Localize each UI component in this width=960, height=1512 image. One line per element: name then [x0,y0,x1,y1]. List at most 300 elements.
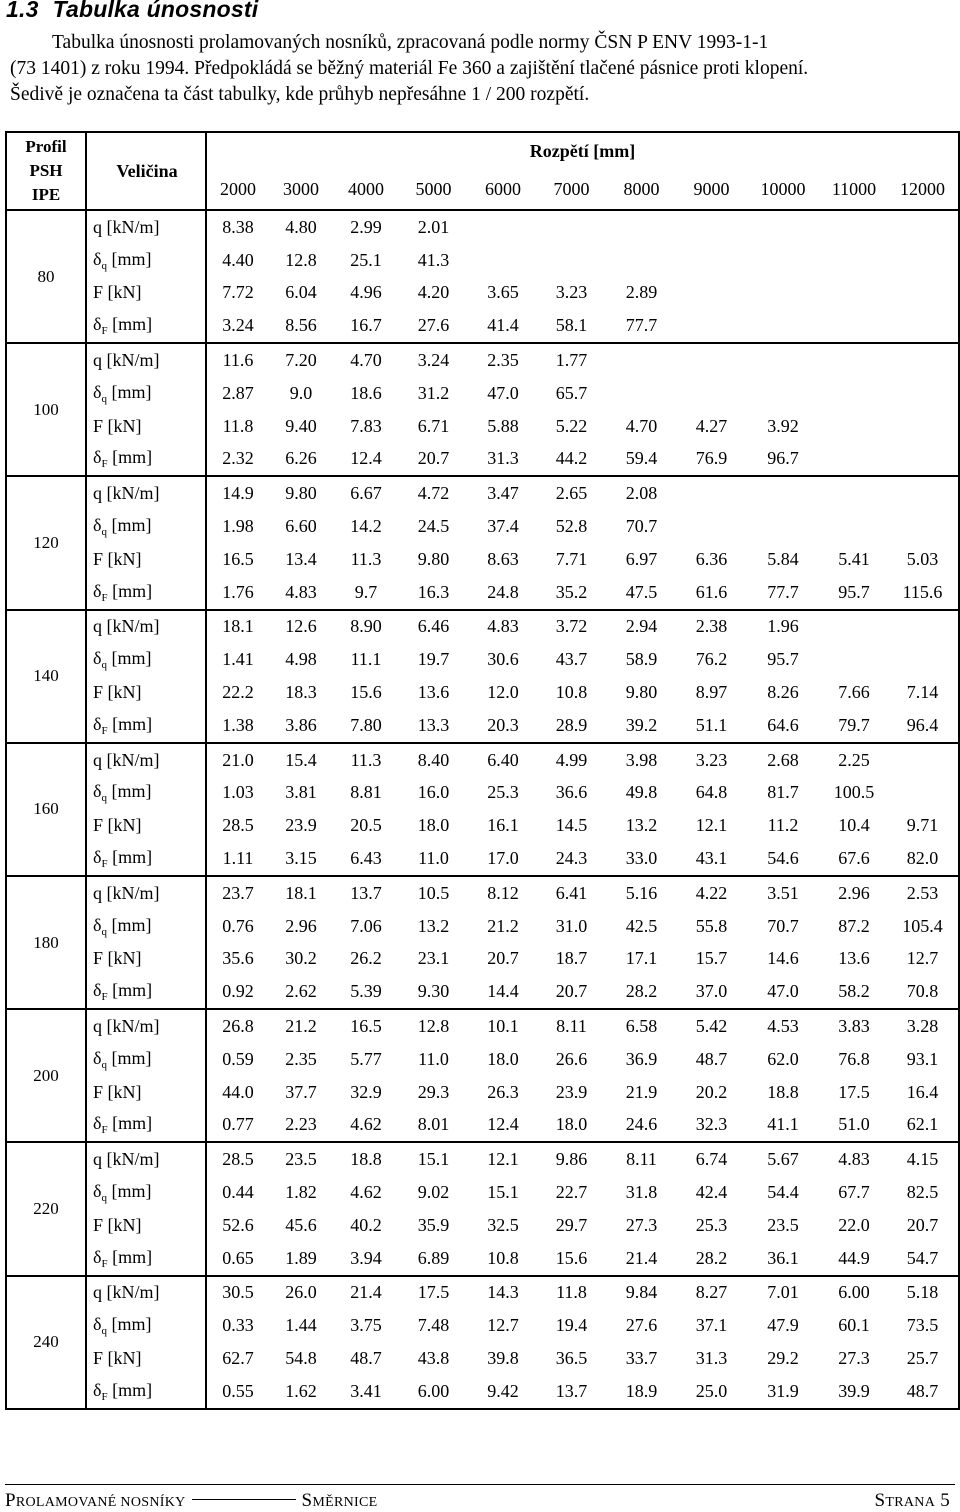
value-cell [745,277,821,310]
quantity-unit: [mm] [112,980,153,1001]
value-cell: 9.7 [333,576,399,610]
value-cell: 79.7 [821,709,887,743]
value-cell: 58.2 [821,975,887,1009]
value-cell: 3.47 [468,476,538,510]
value-cell: 13.7 [333,876,399,910]
value-cell [821,643,887,676]
value-cell: 6.67 [333,476,399,510]
profile-size-cell: 180 [6,876,86,1009]
value-cell: 10.1 [468,1009,538,1043]
value-cell: 8.40 [399,743,468,777]
quantity-label-cell: $\delta_q$ [mm] [86,910,206,943]
quantity-label-cell: F [kN] [86,410,206,443]
value-cell: 48.7 [695,1048,728,1069]
section-number: 1.3 [6,0,39,22]
value-cell: 43.1 [678,842,745,876]
value-cell [745,510,821,543]
value-cell: 9.0 [289,382,313,403]
value-cell: 36.5 [555,1347,588,1368]
value-cell: 7.80 [333,709,399,743]
quantity-label-cell: F [kN] [86,943,206,976]
value-cell: 8.63 [487,548,519,569]
value-cell: 11.0 [399,842,468,876]
value-cell: 23.5 [767,1214,799,1235]
value-cell: 7.14 [887,676,959,709]
value-cell: 54.6 [745,842,821,876]
value-cell: 4.22 [678,876,745,910]
value-cell: 2.99 [350,216,382,237]
value-cell: 9.02 [417,1182,450,1202]
table-row [6,643,959,676]
value-cell: 0.59 [222,1048,254,1069]
profile-header-line-3: IPE [31,185,61,204]
footer-page-number: STRANA 5 [874,1490,950,1511]
value-cell: 1.44 [285,1315,317,1336]
value-cell: 12.7 [887,943,959,976]
value-cell: 22.2 [222,682,254,703]
table-row [6,510,959,543]
value-cell: 39.8 [487,1347,519,1368]
value-cell [821,244,887,277]
value-cell: 2.35 [285,1048,317,1069]
value-cell: 6.41 [538,876,605,910]
quantity-label-cell: q [kN/m] [86,876,206,910]
value-cell [887,777,959,810]
table-row [6,343,959,377]
value-cell: 2.87 [222,382,254,403]
value-cell: 12.4 [468,1109,538,1143]
profile-header-line-2: PSH [29,161,63,180]
value-cell: 47.0 [745,975,821,1009]
value-cell [887,610,959,644]
value-cell: 12.4 [333,443,399,477]
value-cell: 31.0 [555,915,588,936]
value-cell: 1.76 [206,576,269,610]
value-cell: 23.7 [206,876,269,910]
value-cell: 21.4 [333,1276,399,1310]
value-cell [821,443,887,477]
profile-size-cell: 200 [6,1009,86,1142]
value-cell: 51.1 [678,709,745,743]
value-cell: 3.28 [887,1009,959,1043]
value-cell: 2.96 [285,915,317,936]
value-cell: 96.7 [745,443,821,477]
value-cell: 20.5 [350,815,382,836]
value-cell: 16.0 [417,782,450,803]
value-cell: 62.7 [222,1347,254,1368]
quantity-label-cell: q [kN/m] [86,610,206,644]
value-cell: 6.60 [285,516,317,537]
quantity-unit: [kN/m] [106,616,160,637]
value-cell: 13.4 [285,548,317,569]
table-row [6,1276,959,1310]
value-cell: 3.86 [269,709,333,743]
value-cell: 36.1 [745,1242,821,1276]
quantity-label-cell: $\delta_F$ [mm] [86,576,206,610]
value-cell: 77.7 [605,309,678,343]
value-cell: 35.2 [538,576,605,610]
value-cell [821,210,887,244]
value-cell: 19.7 [417,649,450,670]
value-cell: 6.00 [399,1375,468,1409]
value-cell: 23.9 [555,1081,588,1102]
value-cell: 10.5 [399,876,468,910]
value-cell: 4.62 [350,1182,382,1202]
table-row [6,1209,959,1242]
value-cell: 4.99 [538,743,605,777]
value-cell: 25.3 [695,1214,728,1235]
value-cell: 3.72 [538,610,605,644]
quantity-column-header: Veličina [86,132,206,210]
value-cell: 5.88 [487,415,519,436]
value-cell: 7.72 [222,282,254,303]
quantity-unit: [mm] [112,1246,153,1267]
quantity-unit: [mm] [111,381,152,402]
value-cell: 32.9 [350,1081,382,1102]
table-row [6,809,959,842]
value-cell: 1.11 [206,842,269,876]
value-cell: 16.3 [399,576,468,610]
value-cell: 30.6 [487,649,519,670]
span-value-cell: 12000 [887,170,959,210]
value-cell [538,244,605,277]
value-cell: 26.2 [350,948,382,969]
quantity-label-cell: $\delta_q$ [mm] [86,377,206,410]
value-cell: 2.68 [745,743,821,777]
value-cell: 5.03 [887,543,959,576]
span-value-cell: 4000 [333,170,399,210]
quantity-unit: [mm] [112,713,153,734]
span-value-cell: 2000 [206,170,269,210]
value-cell: 15.6 [350,682,382,703]
value-cell: 10.4 [838,815,870,836]
value-cell: 13.3 [399,709,468,743]
value-cell: 39.9 [821,1375,887,1409]
value-cell [887,210,959,244]
table-row [6,777,959,810]
value-cell: 73.5 [887,1309,959,1342]
value-cell: 9.40 [285,415,317,436]
value-cell: 8.90 [333,610,399,644]
value-cell: 20.7 [399,443,468,477]
table-row [6,1342,959,1375]
value-cell: 24.8 [468,576,538,610]
value-cell [821,476,887,510]
value-cell: 24.5 [417,516,450,537]
value-cell: 51.0 [821,1109,887,1143]
value-cell: 62.0 [767,1048,799,1069]
value-cell: 9.80 [625,682,658,703]
value-cell: 3.24 [206,309,269,343]
value-cell: 18.1 [206,610,269,644]
value-cell: 36.6 [555,782,588,803]
value-cell: 28.2 [678,1242,745,1276]
table-row [6,743,959,777]
value-cell: 20.7 [538,975,605,1009]
value-cell: 28.2 [605,975,678,1009]
value-cell: 37.7 [285,1081,317,1102]
quantity-unit: [mm] [112,580,153,601]
table-row [6,1076,959,1109]
value-cell [605,244,678,277]
value-cell: 8.26 [767,682,799,703]
quantity-unit: [kN/m] [106,350,160,371]
value-cell: 41.3 [417,249,450,270]
value-cell: 14.6 [767,948,799,969]
table-row [6,277,959,310]
value-cell: 30.5 [206,1276,269,1310]
quantity-label-cell: $\delta_F$ [mm] [86,1242,206,1276]
value-cell: 6.74 [678,1142,745,1176]
value-cell: 9.71 [887,809,959,842]
value-cell: 28.5 [222,815,254,836]
value-cell: 8.81 [350,782,382,803]
value-cell: 9.30 [399,975,468,1009]
value-cell: 4.72 [399,476,468,510]
value-cell: 18.8 [767,1081,799,1102]
value-cell: 1.96 [745,610,821,644]
value-cell: 4.27 [695,415,728,436]
value-cell: 12.0 [487,682,519,703]
load-capacity-table [5,131,960,1410]
intro-line-3: Šedivě je označena ta část tabulky, kde průhyb nepřesáhne 1 / 200 rozpětí. [10,84,590,105]
value-cell [538,210,605,244]
value-cell: 5.41 [838,548,870,569]
quantity-label-cell: $\delta_F$ [mm] [86,443,206,477]
value-cell: 1.41 [222,649,254,670]
profile-size-cell: 100 [6,343,86,476]
value-cell: 7.01 [745,1276,821,1310]
value-cell [887,510,959,543]
value-cell: 7.66 [838,682,870,703]
quantity-unit: [kN] [107,1347,142,1368]
footer-rule [5,1484,955,1485]
value-cell: 44.0 [222,1081,254,1102]
quantity-unit: [mm] [112,847,153,868]
value-cell: 18.0 [417,815,450,836]
value-cell: 33.7 [625,1347,658,1368]
value-cell [605,210,678,244]
value-cell: 48.7 [350,1347,382,1368]
value-cell: 16.5 [222,548,254,569]
value-cell: 5.22 [555,415,588,436]
value-cell [745,476,821,510]
value-cell: 21.9 [625,1081,658,1102]
value-cell: 8.97 [695,682,728,703]
value-cell: 10.8 [555,682,588,703]
value-cell: 21.2 [487,915,519,936]
value-cell: 15.1 [399,1142,468,1176]
quantity-unit: [kN/m] [106,882,160,903]
table-row [6,210,959,244]
value-cell: 25.7 [887,1342,959,1375]
value-cell: 18.7 [555,948,588,969]
value-cell: 1.03 [222,782,254,803]
value-cell: 13.2 [417,915,450,936]
value-cell: 4.96 [350,282,382,303]
table-row [6,1109,959,1143]
value-cell: 54.7 [887,1242,959,1276]
value-cell: 100.5 [833,782,875,803]
value-cell: 9.84 [605,1276,678,1310]
value-cell: 24.6 [605,1109,678,1143]
value-cell: 60.1 [838,1315,870,1336]
value-cell: 35.9 [417,1214,450,1235]
value-cell: 64.6 [745,709,821,743]
quantity-unit: [kN] [107,282,142,303]
quantity-label-cell: q [kN/m] [86,210,206,244]
value-cell: 2.62 [269,975,333,1009]
value-cell: 64.8 [695,782,728,803]
quantity-label-cell: $\delta_F$ [mm] [86,975,206,1009]
value-cell: 37.1 [695,1315,728,1336]
value-cell: 54.8 [285,1347,317,1368]
value-cell: 19.4 [555,1315,588,1336]
value-cell [821,277,887,310]
value-cell: 0.33 [222,1315,254,1336]
table-row [6,676,959,709]
value-cell: 27.6 [625,1315,658,1336]
intro-line-1: Tabulka únosnosti prolamovaných nosníků, zpracovaná podle normy ČSN P ENV 1993-1-1 [52,32,769,53]
value-cell: 67.6 [821,842,887,876]
value-cell: 6.97 [625,548,658,569]
value-cell: 0.65 [206,1242,269,1276]
value-cell: 27.3 [838,1347,870,1368]
value-cell: 7.20 [269,343,333,377]
value-cell: 0.44 [222,1182,254,1202]
value-cell: 4.53 [745,1009,821,1043]
quantity-unit: [kN] [107,1081,142,1102]
profile-size-cell: 160 [6,743,86,876]
value-cell: 70.7 [625,516,658,537]
value-cell [678,377,745,410]
value-cell: 3.81 [285,782,317,803]
value-cell: 8.56 [269,309,333,343]
quantity-unit: [mm] [111,515,152,536]
value-cell: 13.6 [838,948,870,969]
value-cell: 41.1 [745,1109,821,1143]
quantity-unit: [mm] [111,1047,152,1068]
quantity-unit: [kN] [107,682,142,703]
quantity-label-cell: $\delta_q$ [mm] [86,1176,206,1209]
value-cell [605,377,678,410]
quantity-label-cell: q [kN/m] [86,743,206,777]
value-cell: 87.2 [838,915,870,936]
value-cell: 12.1 [695,815,728,836]
value-cell: 82.0 [887,842,959,876]
value-cell: 32.3 [678,1109,745,1143]
quantity-label-cell: q [kN/m] [86,343,206,377]
table-row [6,910,959,943]
value-cell: 23.5 [269,1142,333,1176]
span-header: Rozpětí [mm] [206,132,959,170]
value-cell: 12.1 [468,1142,538,1176]
value-cell: 31.3 [468,443,538,477]
value-cell [678,510,745,543]
quantity-unit: [kN] [107,815,142,836]
value-cell: 12.7 [487,1315,519,1336]
value-cell: 10.8 [468,1242,538,1276]
quantity-unit: [mm] [111,914,152,935]
value-cell: 23.1 [417,948,450,969]
value-cell: 21.4 [605,1242,678,1276]
value-cell [821,343,887,377]
value-cell: 4.20 [417,282,450,303]
quantity-unit: [kN/m] [106,216,160,237]
value-cell: 15.6 [538,1242,605,1276]
table-row [6,876,959,910]
value-cell: 13.6 [417,682,450,703]
value-cell: 47.9 [767,1315,799,1336]
value-cell [887,277,959,310]
value-cell: 5.77 [350,1048,382,1069]
quantity-unit: [kN] [107,1214,142,1235]
value-cell: 8.11 [538,1009,605,1043]
table-row [6,1043,959,1076]
quantity-unit: [kN] [107,948,142,969]
value-cell: 6.26 [269,443,333,477]
value-cell: 7.06 [350,915,382,936]
value-cell: 54.4 [767,1182,799,1202]
value-cell: 1.77 [538,343,605,377]
value-cell: 12.8 [285,249,317,270]
quantity-unit: [mm] [111,248,152,269]
table-row [6,443,959,477]
table-row [6,1142,959,1176]
value-cell: 17.1 [625,948,658,969]
value-cell: 6.36 [695,548,728,569]
value-cell: 3.94 [333,1242,399,1276]
value-cell: 2.38 [678,610,745,644]
value-cell: 37.0 [678,975,745,1009]
value-cell [887,377,959,410]
value-cell [887,343,959,377]
value-cell: 70.7 [767,915,799,936]
value-cell: 32.5 [487,1214,519,1235]
quantity-label-cell: $\delta_F$ [mm] [86,309,206,343]
value-cell: 3.51 [745,876,821,910]
value-cell: 48.7 [887,1375,959,1409]
quantity-unit: [mm] [112,314,153,335]
value-cell: 8.01 [399,1109,468,1143]
value-cell: 6.58 [605,1009,678,1043]
value-cell [678,210,745,244]
table-row [6,975,959,1009]
quantity-label-cell: F [kN] [86,543,206,576]
value-cell [468,244,538,277]
value-cell [468,210,538,244]
quantity-label-cell: F [kN] [86,1342,206,1375]
value-cell: 28.5 [206,1142,269,1176]
table-body [6,210,959,1409]
value-cell: 7.83 [350,415,382,436]
value-cell: 18.9 [605,1375,678,1409]
value-cell: 22.7 [555,1182,588,1202]
value-cell [745,244,821,277]
intro-paragraph [10,30,954,108]
value-cell: 35.6 [222,948,254,969]
quantity-unit: [mm] [112,1113,153,1134]
quantity-label-cell: q [kN/m] [86,476,206,510]
value-cell: 2.35 [468,343,538,377]
value-cell: 20.3 [468,709,538,743]
value-cell [678,343,745,377]
value-cell: 2.08 [605,476,678,510]
quantity-unit: [kN] [107,548,142,569]
value-cell: 44.9 [821,1242,887,1276]
table-row [6,476,959,510]
value-cell: 6.04 [285,282,317,303]
